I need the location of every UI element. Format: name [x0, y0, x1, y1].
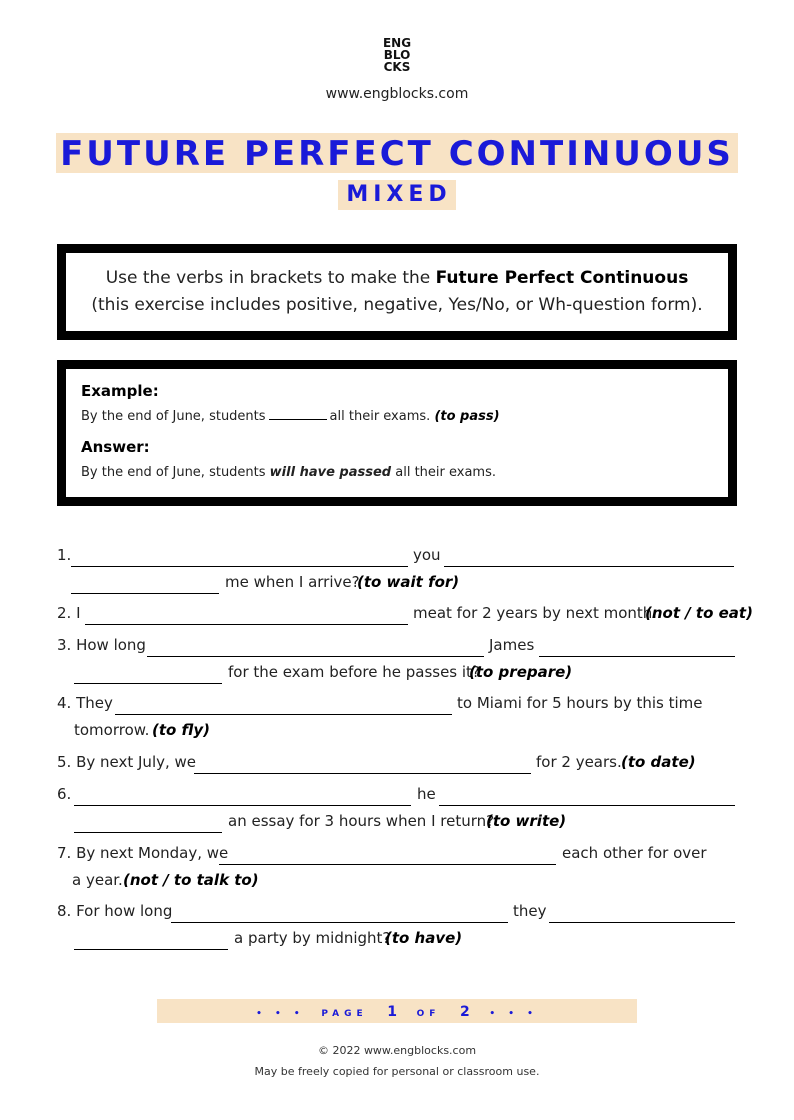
exercise-4-line-2: tomorrow. (to fly): [74, 721, 210, 739]
example-box: [57, 360, 737, 506]
answer-blank[interactable]: [71, 546, 408, 567]
example-sentence: By the end of June, students all their exams. (to pass): [81, 404, 728, 438]
exercise-1-line-1: 1. you: [57, 546, 737, 572]
answer-label: Answer:: [81, 438, 150, 456]
answer-blank[interactable]: [219, 844, 556, 865]
answer-blank[interactable]: [539, 636, 735, 657]
of-label: OF: [416, 1009, 441, 1019]
exercise-4-line-1: 4. They to Miami for 5 hours by this time: [57, 694, 737, 720]
answer-blank[interactable]: [444, 546, 734, 567]
exercise-6-line-2: an essay for 3 hours when I return? (to write): [57, 812, 737, 838]
answer-blank[interactable]: [74, 785, 411, 806]
exercise-7-line-1: 7. By next Monday, we each other for over: [57, 844, 737, 870]
answer-blank[interactable]: [115, 694, 452, 715]
page-current: 1: [387, 1004, 398, 1020]
exercise-1-line-2: me when I arrive? (to wait for): [57, 573, 737, 599]
exercise-3-line-2: for the exam before he passes it? (to prepare): [57, 663, 737, 689]
instructions-box: [57, 244, 737, 340]
license-note: May be freely copied for personal or classroom use.: [254, 1065, 540, 1078]
exercise-5-line-1: 5. By next July, we for 2 years. (to date): [57, 753, 737, 779]
answer-blank[interactable]: [439, 785, 735, 806]
example-label: Example:: [81, 382, 159, 400]
exercise-2-line-1: 2. I meat for 2 years by next month. (not / to eat): [57, 604, 737, 630]
exercise-8-line-2: a party by midnight? (to have): [57, 929, 737, 955]
answer-blank[interactable]: [194, 753, 531, 774]
answer-blank[interactable]: [85, 604, 408, 625]
site-url[interactable]: www.engblocks.com: [325, 86, 469, 102]
dots-left: • • •: [256, 1009, 305, 1019]
title-wrap: [0, 133, 794, 173]
page-indicator: [157, 999, 637, 1023]
subtitle-wrap: [0, 180, 794, 210]
tense-name: Future Perfect Continuous: [435, 268, 689, 288]
exercise-3-line-1: 3. How long James: [57, 636, 737, 662]
instructions-line-2: (this exercise includes positive, negative, Yes/No, or Wh-question form).: [91, 295, 703, 315]
copyright: © 2022 www.engblocks.com: [317, 1044, 477, 1057]
logo-line: CKS: [383, 60, 411, 74]
page-title: FUTURE PERFECT CONTINUOUS: [56, 133, 738, 173]
logo-line: BLO: [383, 48, 411, 62]
answer-blank[interactable]: [171, 902, 508, 923]
answer-sentence: By the end of June, students will have passed all their exams.: [81, 465, 496, 480]
page-total: 2: [459, 1004, 470, 1020]
answer-blank[interactable]: [74, 812, 222, 833]
exercise-7-line-2: a year. (not / to talk to): [72, 871, 259, 889]
example-hint: (to pass): [434, 409, 500, 424]
logo-line: ENG: [382, 36, 412, 50]
answer-blank[interactable]: [147, 636, 484, 657]
dots-right: • • •: [489, 1009, 538, 1019]
engblocks-logo: [0, 37, 794, 73]
page-label: PAGE: [321, 1009, 368, 1019]
instructions-line-1: Use the verbs in brackets to make the Future Perfect Continuous: [105, 268, 689, 288]
example-blank: [269, 405, 327, 420]
answer-blank[interactable]: [71, 573, 219, 594]
answer-blank[interactable]: [549, 902, 735, 923]
exercise-8-line-1: 8. For how long they: [57, 902, 737, 928]
answer-blank[interactable]: [74, 663, 222, 684]
page-subtitle: MIXED: [338, 180, 455, 210]
exercise-6-line-1: 6. he: [57, 785, 737, 811]
answer-blank[interactable]: [74, 929, 228, 950]
answer-phrase: will have passed: [269, 465, 392, 480]
